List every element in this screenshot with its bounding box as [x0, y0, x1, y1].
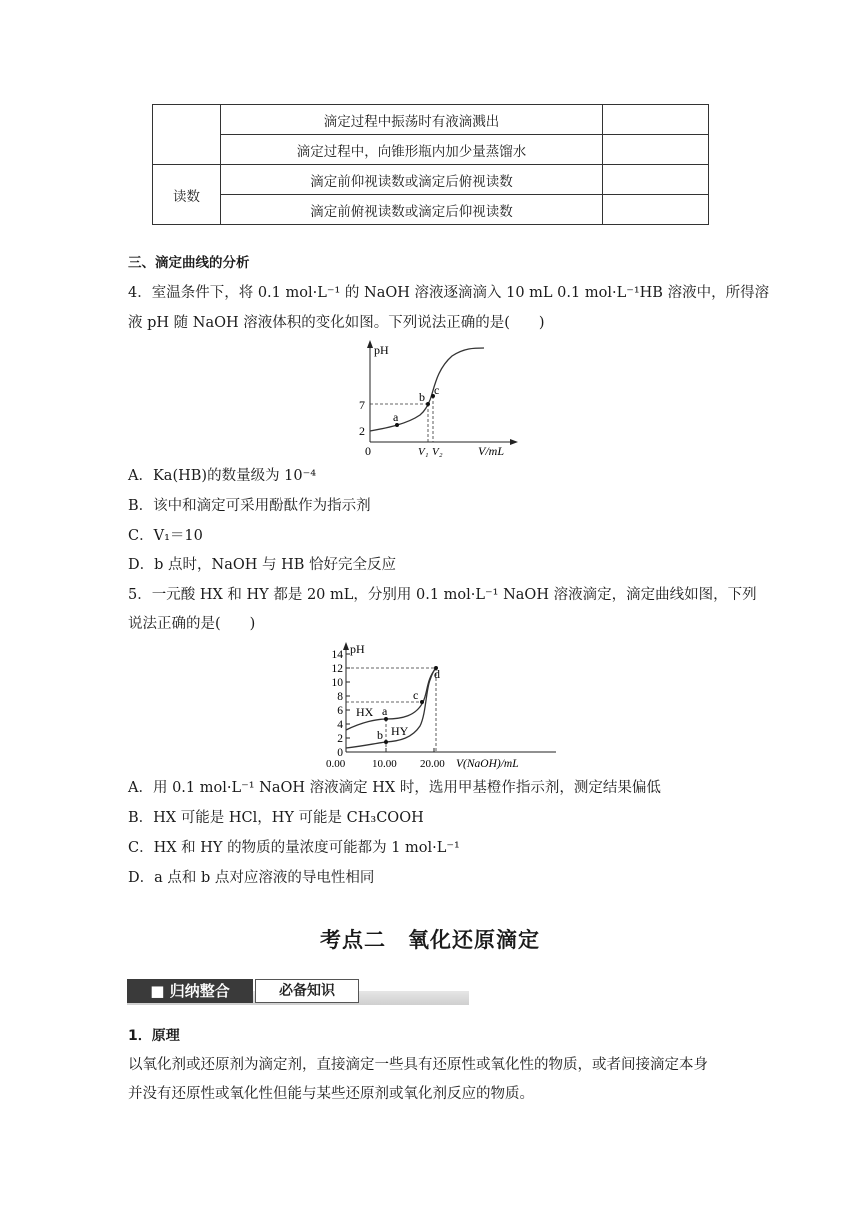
y-tick-12: 12 — [331, 663, 343, 675]
x-tick-v1: V₁ — [418, 446, 429, 458]
series-label-hx: HX — [356, 705, 374, 719]
x-tick-10: 10.00 — [372, 758, 397, 770]
section-heading: 三、滴定曲线的分析 — [128, 255, 250, 271]
q5-option-c: C．HX 和 HY 的物质的量浓度可能都为 1 mol·L⁻¹ — [128, 840, 460, 856]
y-tick-14: 14 — [331, 649, 343, 661]
label-d: d — [434, 667, 440, 681]
x-tick-20: 20.00 — [420, 758, 445, 770]
y-tick-6: 6 — [337, 705, 343, 717]
x-axis-label: V(NaOH)/mL — [456, 758, 519, 770]
section-title: 考点二 氧化还原滴定 — [320, 928, 540, 952]
q4-option-d: D．b 点时，NaOH 与 HB 恰好完全反应 — [128, 557, 397, 573]
series-label-hy: HY — [391, 724, 409, 738]
table-result-cell — [603, 195, 709, 225]
table-row — [153, 165, 709, 195]
table-row — [153, 195, 709, 225]
banner-left-tab: ■ 归纳整合 — [127, 979, 253, 1003]
table-row — [153, 135, 709, 165]
q5-option-d: D．a 点和 b 点对应溶液的导电性相同 — [128, 870, 375, 886]
y-tick-0: 0 — [337, 747, 343, 759]
x-tick-v2: V₂ — [432, 446, 443, 458]
label-c: c — [413, 688, 419, 702]
q4-stem-line1: 4．室温条件下，将 0.1 mol·L⁻¹ 的 NaOH 溶液逐滴滴入 10 mL 0.1 mol·L⁻¹HB 溶液中，所得溶 — [128, 285, 770, 301]
y-tick-4: 4 — [337, 719, 343, 731]
y-tick-7: 7 — [359, 398, 365, 412]
principle-line1: 以氧化剂或还原剂为滴定剂，直接滴定一些具有还原性或氧化性的物质，或者间接滴定本身 — [128, 1057, 708, 1073]
label-a: a — [393, 410, 399, 424]
y-tick-2: 2 — [359, 424, 365, 438]
table-group-cell: 读数 — [153, 165, 221, 225]
q4-option-c: C．V₁＝10 — [128, 528, 203, 544]
table-cell: 滴定前仰视读数或滴定后俯视读数 — [221, 165, 603, 195]
x-axis-arrow — [510, 439, 518, 445]
principle-line2: 并没有还原性或氧化性但能与某些还原剂或氧化剂反应的物质。 — [128, 1086, 534, 1102]
y-axis-arrow — [367, 340, 373, 348]
point-b — [384, 740, 388, 744]
q5-stem-line1: 5．一元酸 HX 和 HY 都是 20 mL，分别用 0.1 mol·L⁻¹ NaOH 溶液滴定，滴定曲线如图，下列 — [128, 587, 757, 603]
y-axis-label: pH — [374, 343, 389, 357]
label-b: b — [419, 390, 425, 404]
principle-heading: 1．原理 — [128, 1028, 180, 1044]
table-result-cell — [603, 135, 709, 165]
q4-option-b: B．该中和滴定可采用酚酞作为指示剂 — [128, 498, 371, 514]
table-result-cell — [603, 165, 709, 195]
q4-option-a: A．Ka(HB)的数量级为 10⁻⁴ — [128, 468, 317, 484]
q5-ph-chart — [322, 640, 562, 772]
y-tick-10: 10 — [331, 677, 343, 689]
knowledge-banner — [127, 979, 469, 1007]
table-cell: 滴定前俯视读数或滴定后仰视读数 — [221, 195, 603, 225]
label-c: c — [434, 383, 440, 397]
y-axis-label: pH — [350, 642, 365, 656]
x-tick-0: 0.00 — [326, 758, 346, 770]
y-tick-labels — [332, 649, 344, 759]
point-c — [420, 700, 424, 704]
q5-option-a: A．用 0.1 mol·L⁻¹ NaOH 溶液滴定 HX 时，选用甲基橙作指示剂，测定结果偏低 — [128, 780, 661, 796]
label-b: b — [377, 728, 383, 742]
table-row — [153, 105, 709, 135]
banner-right-tab: 必备知识 — [255, 979, 359, 1003]
label-a: a — [382, 704, 388, 718]
q5-option-b: B．HX 可能是 HCl，HY 可能是 CH₃COOH — [128, 810, 424, 826]
table-cell: 滴定过程中，向锥形瓶内加少量蒸馏水 — [221, 135, 603, 165]
origin-label: 0 — [365, 444, 371, 458]
q4-stem-line2: 液 pH 随 NaOH 溶液体积的变化如图。下列说法正确的是( ) — [128, 315, 545, 331]
q5-stem-line2: 说法正确的是( ) — [128, 616, 256, 632]
table-group-cell-empty — [153, 105, 221, 165]
table-result-cell — [603, 105, 709, 135]
q4-titration-curve — [370, 348, 484, 431]
error-analysis-table — [152, 104, 709, 225]
point-b — [426, 402, 430, 406]
y-tick-8: 8 — [337, 691, 343, 703]
q4-ph-chart — [352, 338, 522, 460]
y-axis-arrow — [343, 642, 349, 650]
x-axis-label: V/mL — [478, 444, 505, 458]
table-cell: 滴定过程中振荡时有液滴溅出 — [221, 105, 603, 135]
y-tick-2: 2 — [337, 733, 343, 745]
